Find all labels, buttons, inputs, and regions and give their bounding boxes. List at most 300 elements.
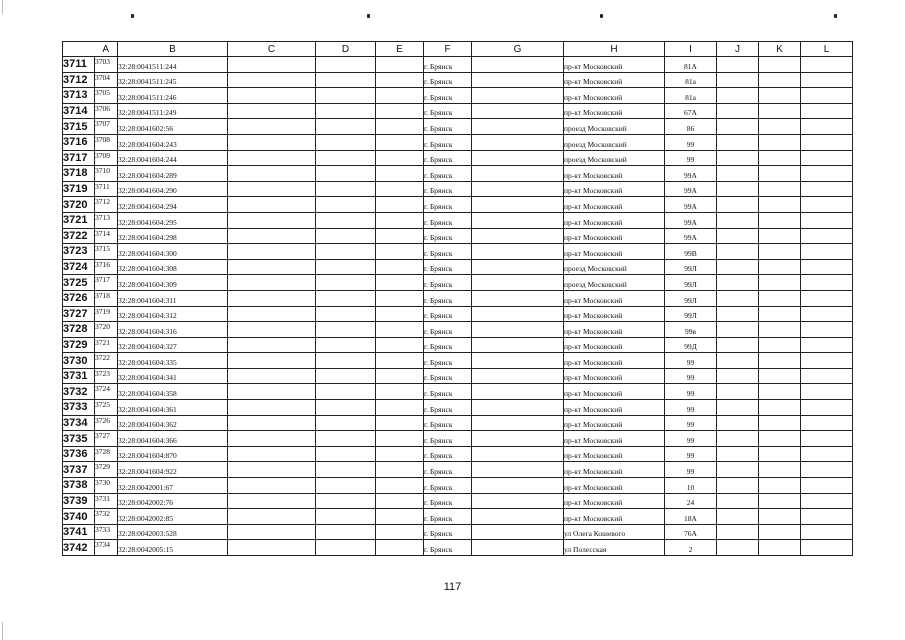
cell-l[interactable] (801, 478, 853, 494)
cell-k[interactable] (759, 431, 801, 447)
cell-a[interactable]: 3726 (95, 415, 118, 431)
cell-g[interactable] (472, 166, 564, 182)
cell-h[interactable]: пр-кт Московский (564, 166, 665, 182)
cell-l[interactable] (801, 446, 853, 462)
cell-l[interactable] (801, 150, 853, 166)
cell-a[interactable]: 3712 (95, 197, 118, 213)
cell-a[interactable]: 3706 (95, 103, 118, 119)
cell-f[interactable]: г. Брянск (424, 275, 472, 291)
cell-l[interactable] (801, 181, 853, 197)
cell-d[interactable] (316, 181, 376, 197)
cell-a[interactable]: 3734 (95, 540, 118, 556)
cell-k[interactable] (759, 306, 801, 322)
cell-c[interactable] (228, 244, 316, 260)
cell-j[interactable] (717, 275, 759, 291)
cell-c[interactable] (228, 353, 316, 369)
cell-b[interactable]: 32:28:0041604:294 (118, 197, 228, 213)
cell-h[interactable]: пр-кт Московский (564, 509, 665, 525)
cell-b[interactable]: 32:28:0041604:289 (118, 166, 228, 182)
cell-a[interactable]: 3719 (95, 306, 118, 322)
cell-k[interactable] (759, 212, 801, 228)
cell-a[interactable]: 3707 (95, 119, 118, 135)
cell-c[interactable] (228, 431, 316, 447)
cell-h[interactable]: проезд Московский (564, 150, 665, 166)
cell-e[interactable] (376, 134, 424, 150)
cell-e[interactable] (376, 244, 424, 260)
cell-i[interactable]: 99 (665, 134, 717, 150)
cell-g[interactable] (472, 72, 564, 88)
row-number-cell[interactable]: 3729 (63, 337, 95, 353)
cell-g[interactable] (472, 337, 564, 353)
cell-h[interactable]: пр-кт Московский (564, 197, 665, 213)
cell-l[interactable] (801, 244, 853, 260)
column-header[interactable]: C (228, 42, 316, 57)
cell-i[interactable]: 67А (665, 103, 717, 119)
cell-f[interactable]: г. Брянск (424, 509, 472, 525)
cell-h[interactable]: ул Полесская (564, 540, 665, 556)
cell-f[interactable]: г. Брянск (424, 244, 472, 260)
cell-e[interactable] (376, 478, 424, 494)
cell-a[interactable]: 3733 (95, 524, 118, 540)
cell-k[interactable] (759, 524, 801, 540)
cell-k[interactable] (759, 290, 801, 306)
cell-e[interactable] (376, 57, 424, 73)
cell-g[interactable] (472, 493, 564, 509)
cell-j[interactable] (717, 462, 759, 478)
cell-c[interactable] (228, 119, 316, 135)
cell-g[interactable] (472, 446, 564, 462)
row-number-cell[interactable]: 3735 (63, 431, 95, 447)
cell-g[interactable] (472, 415, 564, 431)
cell-g[interactable] (472, 244, 564, 260)
cell-g[interactable] (472, 290, 564, 306)
cell-g[interactable] (472, 228, 564, 244)
cell-a[interactable]: 3727 (95, 431, 118, 447)
cell-l[interactable] (801, 290, 853, 306)
cell-f[interactable]: г. Брянск (424, 259, 472, 275)
cell-a[interactable]: 3717 (95, 275, 118, 291)
row-number-cell[interactable]: 3738 (63, 478, 95, 494)
cell-f[interactable]: г. Брянск (424, 415, 472, 431)
cell-b[interactable]: 32:28:0041511:244 (118, 57, 228, 73)
row-number-cell[interactable]: 3711 (63, 57, 95, 73)
cell-l[interactable] (801, 275, 853, 291)
cell-e[interactable] (376, 415, 424, 431)
column-header[interactable]: K (759, 42, 801, 57)
cell-l[interactable] (801, 524, 853, 540)
cell-f[interactable]: г. Брянск (424, 493, 472, 509)
cell-d[interactable] (316, 478, 376, 494)
cell-j[interactable] (717, 72, 759, 88)
cell-e[interactable] (376, 462, 424, 478)
cell-l[interactable] (801, 306, 853, 322)
cell-e[interactable] (376, 88, 424, 104)
cell-k[interactable] (759, 166, 801, 182)
cell-b[interactable]: 32:28:0041604:311 (118, 290, 228, 306)
cell-a[interactable]: 3714 (95, 228, 118, 244)
row-number-cell[interactable]: 3740 (63, 509, 95, 525)
row-number-cell[interactable]: 3739 (63, 493, 95, 509)
cell-f[interactable]: г. Брянск (424, 337, 472, 353)
cell-j[interactable] (717, 524, 759, 540)
cell-a[interactable]: 3729 (95, 462, 118, 478)
cell-d[interactable] (316, 72, 376, 88)
cell-l[interactable] (801, 119, 853, 135)
cell-f[interactable]: г. Брянск (424, 212, 472, 228)
cell-c[interactable] (228, 150, 316, 166)
cell-l[interactable] (801, 353, 853, 369)
cell-d[interactable] (316, 400, 376, 416)
cell-l[interactable] (801, 88, 853, 104)
cell-h[interactable]: пр-кт Московский (564, 446, 665, 462)
cell-g[interactable] (472, 275, 564, 291)
cell-f[interactable]: г. Брянск (424, 524, 472, 540)
cell-d[interactable] (316, 431, 376, 447)
cell-c[interactable] (228, 181, 316, 197)
cell-j[interactable] (717, 431, 759, 447)
cell-h[interactable]: пр-кт Московский (564, 181, 665, 197)
cell-d[interactable] (316, 119, 376, 135)
cell-g[interactable] (472, 306, 564, 322)
cell-j[interactable] (717, 322, 759, 338)
cell-j[interactable] (717, 368, 759, 384)
row-number-cell[interactable]: 3720 (63, 197, 95, 213)
cell-e[interactable] (376, 337, 424, 353)
cell-d[interactable] (316, 446, 376, 462)
cell-e[interactable] (376, 228, 424, 244)
cell-c[interactable] (228, 322, 316, 338)
cell-l[interactable] (801, 431, 853, 447)
cell-c[interactable] (228, 306, 316, 322)
cell-k[interactable] (759, 384, 801, 400)
cell-k[interactable] (759, 103, 801, 119)
cell-b[interactable]: 32:28:0041604:335 (118, 353, 228, 369)
cell-h[interactable]: пр-кт Московский (564, 228, 665, 244)
cell-h[interactable]: пр-кт Московский (564, 306, 665, 322)
cell-h[interactable]: пр-кт Московский (564, 57, 665, 73)
cell-d[interactable] (316, 57, 376, 73)
cell-d[interactable] (316, 540, 376, 556)
cell-k[interactable] (759, 228, 801, 244)
cell-e[interactable] (376, 446, 424, 462)
cell-f[interactable]: г. Брянск (424, 353, 472, 369)
cell-i[interactable]: 99 (665, 446, 717, 462)
cell-i[interactable]: 99Л (665, 306, 717, 322)
cell-l[interactable] (801, 166, 853, 182)
row-number-cell[interactable]: 3717 (63, 150, 95, 166)
cell-j[interactable] (717, 337, 759, 353)
cell-i[interactable]: 99 (665, 415, 717, 431)
cell-b[interactable]: 32:28:0042003:528 (118, 524, 228, 540)
row-number-cell[interactable]: 3733 (63, 400, 95, 416)
cell-a[interactable]: 3709 (95, 150, 118, 166)
cell-f[interactable]: г. Брянск (424, 478, 472, 494)
cell-d[interactable] (316, 166, 376, 182)
cell-i[interactable]: 99А (665, 181, 717, 197)
cell-k[interactable] (759, 509, 801, 525)
cell-j[interactable] (717, 493, 759, 509)
cell-j[interactable] (717, 150, 759, 166)
cell-k[interactable] (759, 197, 801, 213)
cell-i[interactable]: 99Л (665, 259, 717, 275)
cell-g[interactable] (472, 150, 564, 166)
cell-l[interactable] (801, 462, 853, 478)
cell-l[interactable] (801, 368, 853, 384)
cell-a[interactable]: 3716 (95, 259, 118, 275)
cell-j[interactable] (717, 353, 759, 369)
cell-c[interactable] (228, 337, 316, 353)
cell-g[interactable] (472, 540, 564, 556)
cell-h[interactable]: пр-кт Московский (564, 290, 665, 306)
cell-g[interactable] (472, 181, 564, 197)
cell-b[interactable]: 32:28:0041511:246 (118, 88, 228, 104)
cell-d[interactable] (316, 197, 376, 213)
cell-e[interactable] (376, 400, 424, 416)
cell-f[interactable]: г. Брянск (424, 322, 472, 338)
cell-i[interactable]: 18А (665, 509, 717, 525)
cell-h[interactable]: пр-кт Московский (564, 88, 665, 104)
cell-g[interactable] (472, 212, 564, 228)
cell-e[interactable] (376, 197, 424, 213)
cell-d[interactable] (316, 290, 376, 306)
row-number-cell[interactable]: 3722 (63, 228, 95, 244)
row-number-cell[interactable]: 3736 (63, 446, 95, 462)
cell-c[interactable] (228, 509, 316, 525)
cell-a[interactable]: 3725 (95, 400, 118, 416)
cell-e[interactable] (376, 353, 424, 369)
cell-i[interactable]: 99 (665, 384, 717, 400)
cell-g[interactable] (472, 431, 564, 447)
cell-f[interactable]: г. Брянск (424, 103, 472, 119)
cell-h[interactable]: пр-кт Московский (564, 493, 665, 509)
cell-g[interactable] (472, 259, 564, 275)
cell-f[interactable]: г. Брянск (424, 446, 472, 462)
cell-a[interactable]: 3715 (95, 244, 118, 260)
cell-c[interactable] (228, 134, 316, 150)
cell-d[interactable] (316, 88, 376, 104)
cell-e[interactable] (376, 119, 424, 135)
cell-g[interactable] (472, 134, 564, 150)
cell-b[interactable]: 32:28:0042005:15 (118, 540, 228, 556)
cell-j[interactable] (717, 134, 759, 150)
cell-b[interactable]: 32:28:0041604:290 (118, 181, 228, 197)
cell-l[interactable] (801, 493, 853, 509)
cell-j[interactable] (717, 290, 759, 306)
cell-l[interactable] (801, 57, 853, 73)
row-number-cell[interactable]: 3742 (63, 540, 95, 556)
cell-j[interactable] (717, 509, 759, 525)
cell-e[interactable] (376, 72, 424, 88)
cell-b[interactable]: 32:28:0041511:249 (118, 103, 228, 119)
cell-j[interactable] (717, 197, 759, 213)
cell-k[interactable] (759, 275, 801, 291)
cell-d[interactable] (316, 150, 376, 166)
cell-k[interactable] (759, 150, 801, 166)
cell-b[interactable]: 32:28:0041604:362 (118, 415, 228, 431)
cell-c[interactable] (228, 400, 316, 416)
cell-d[interactable] (316, 134, 376, 150)
cell-c[interactable] (228, 197, 316, 213)
cell-f[interactable]: г. Брянск (424, 228, 472, 244)
column-header[interactable]: I (665, 42, 717, 57)
cell-i[interactable]: 99Д (665, 337, 717, 353)
cell-e[interactable] (376, 509, 424, 525)
cell-a[interactable]: 3720 (95, 322, 118, 338)
cell-c[interactable] (228, 368, 316, 384)
column-header[interactable]: F (424, 42, 472, 57)
cell-i[interactable]: 2 (665, 540, 717, 556)
cell-j[interactable] (717, 57, 759, 73)
cell-b[interactable]: 32:28:0041604:295 (118, 212, 228, 228)
cell-a[interactable]: 3728 (95, 446, 118, 462)
cell-k[interactable] (759, 337, 801, 353)
cell-l[interactable] (801, 322, 853, 338)
row-number-cell[interactable]: 3713 (63, 88, 95, 104)
cell-b[interactable]: 32:28:0041604:312 (118, 306, 228, 322)
cell-b[interactable]: 32:28:0041604:298 (118, 228, 228, 244)
cell-a[interactable]: 3705 (95, 88, 118, 104)
column-header[interactable]: B (118, 42, 228, 57)
cell-k[interactable] (759, 478, 801, 494)
cell-j[interactable] (717, 181, 759, 197)
cell-j[interactable] (717, 415, 759, 431)
row-number-cell[interactable]: 3725 (63, 275, 95, 291)
cell-a[interactable]: 3708 (95, 134, 118, 150)
cell-e[interactable] (376, 259, 424, 275)
cell-k[interactable] (759, 353, 801, 369)
cell-d[interactable] (316, 306, 376, 322)
cell-k[interactable] (759, 57, 801, 73)
cell-j[interactable] (717, 244, 759, 260)
cell-j[interactable] (717, 540, 759, 556)
cell-f[interactable]: г. Брянск (424, 400, 472, 416)
cell-l[interactable] (801, 540, 853, 556)
row-number-cell[interactable]: 3723 (63, 244, 95, 260)
cell-b[interactable]: 32:28:0041604:243 (118, 134, 228, 150)
cell-f[interactable]: г. Брянск (424, 384, 472, 400)
cell-j[interactable] (717, 166, 759, 182)
cell-b[interactable]: 32:28:0041602:56 (118, 119, 228, 135)
cell-l[interactable] (801, 415, 853, 431)
cell-i[interactable]: 99 (665, 353, 717, 369)
cell-b[interactable]: 32:28:0041604:870 (118, 446, 228, 462)
cell-k[interactable] (759, 88, 801, 104)
cell-b[interactable]: 32:28:0042002:76 (118, 493, 228, 509)
cell-f[interactable]: г. Брянск (424, 197, 472, 213)
column-header[interactable]: H (564, 42, 665, 57)
cell-f[interactable]: г. Брянск (424, 72, 472, 88)
cell-j[interactable] (717, 228, 759, 244)
cell-h[interactable]: пр-кт Московский (564, 415, 665, 431)
cell-c[interactable] (228, 524, 316, 540)
cell-h[interactable]: пр-кт Московский (564, 244, 665, 260)
cell-b[interactable]: 32:28:0041604:309 (118, 275, 228, 291)
cell-k[interactable] (759, 72, 801, 88)
cell-e[interactable] (376, 275, 424, 291)
cell-i[interactable]: 76А (665, 524, 717, 540)
cell-l[interactable] (801, 72, 853, 88)
cell-g[interactable] (472, 462, 564, 478)
cell-g[interactable] (472, 103, 564, 119)
cell-c[interactable] (228, 415, 316, 431)
cell-i[interactable]: 99 (665, 431, 717, 447)
cell-h[interactable]: пр-кт Московский (564, 368, 665, 384)
cell-g[interactable] (472, 88, 564, 104)
cell-l[interactable] (801, 228, 853, 244)
cell-a[interactable]: 3731 (95, 493, 118, 509)
cell-f[interactable]: г. Брянск (424, 462, 472, 478)
cell-i[interactable]: 86 (665, 119, 717, 135)
cell-i[interactable]: 99А (665, 212, 717, 228)
cell-h[interactable]: пр-кт Московский (564, 478, 665, 494)
cell-d[interactable] (316, 353, 376, 369)
cell-l[interactable] (801, 197, 853, 213)
cell-g[interactable] (472, 119, 564, 135)
row-number-cell[interactable]: 3724 (63, 259, 95, 275)
cell-j[interactable] (717, 212, 759, 228)
cell-i[interactable]: 99А (665, 197, 717, 213)
cell-h[interactable]: пр-кт Московский (564, 103, 665, 119)
cell-d[interactable] (316, 244, 376, 260)
cell-i[interactable]: 10 (665, 478, 717, 494)
cell-j[interactable] (717, 103, 759, 119)
cell-h[interactable]: пр-кт Московский (564, 462, 665, 478)
cell-d[interactable] (316, 524, 376, 540)
cell-h[interactable]: пр-кт Московский (564, 337, 665, 353)
cell-h[interactable]: ул Олега Кошевого (564, 524, 665, 540)
cell-a[interactable]: 3723 (95, 368, 118, 384)
row-number-cell[interactable]: 3716 (63, 134, 95, 150)
cell-b[interactable]: 32:28:0041511:245 (118, 72, 228, 88)
cell-d[interactable] (316, 493, 376, 509)
cell-e[interactable] (376, 322, 424, 338)
cell-b[interactable]: 32:28:0042001:67 (118, 478, 228, 494)
cell-a[interactable]: 3730 (95, 478, 118, 494)
cell-e[interactable] (376, 524, 424, 540)
cell-c[interactable] (228, 103, 316, 119)
cell-k[interactable] (759, 134, 801, 150)
column-header[interactable]: E (376, 42, 424, 57)
cell-g[interactable] (472, 478, 564, 494)
cell-k[interactable] (759, 181, 801, 197)
cell-a[interactable]: 3732 (95, 509, 118, 525)
cell-l[interactable] (801, 212, 853, 228)
cell-e[interactable] (376, 212, 424, 228)
cell-e[interactable] (376, 306, 424, 322)
row-number-cell[interactable]: 3712 (63, 72, 95, 88)
cell-k[interactable] (759, 540, 801, 556)
cell-b[interactable]: 32:28:0041604:300 (118, 244, 228, 260)
cell-e[interactable] (376, 493, 424, 509)
cell-h[interactable]: пр-кт Московский (564, 212, 665, 228)
cell-c[interactable] (228, 166, 316, 182)
cell-k[interactable] (759, 415, 801, 431)
cell-d[interactable] (316, 322, 376, 338)
row-number-cell[interactable]: 3715 (63, 119, 95, 135)
cell-e[interactable] (376, 384, 424, 400)
cell-f[interactable]: г. Брянск (424, 166, 472, 182)
cell-h[interactable]: проезд Московский (564, 134, 665, 150)
row-number-cell[interactable]: 3727 (63, 306, 95, 322)
cell-f[interactable]: г. Брянск (424, 57, 472, 73)
cell-b[interactable]: 32:28:0041604:327 (118, 337, 228, 353)
cell-k[interactable] (759, 368, 801, 384)
cell-j[interactable] (717, 478, 759, 494)
cell-d[interactable] (316, 275, 376, 291)
cell-a[interactable]: 3710 (95, 166, 118, 182)
cell-c[interactable] (228, 478, 316, 494)
cell-e[interactable] (376, 103, 424, 119)
